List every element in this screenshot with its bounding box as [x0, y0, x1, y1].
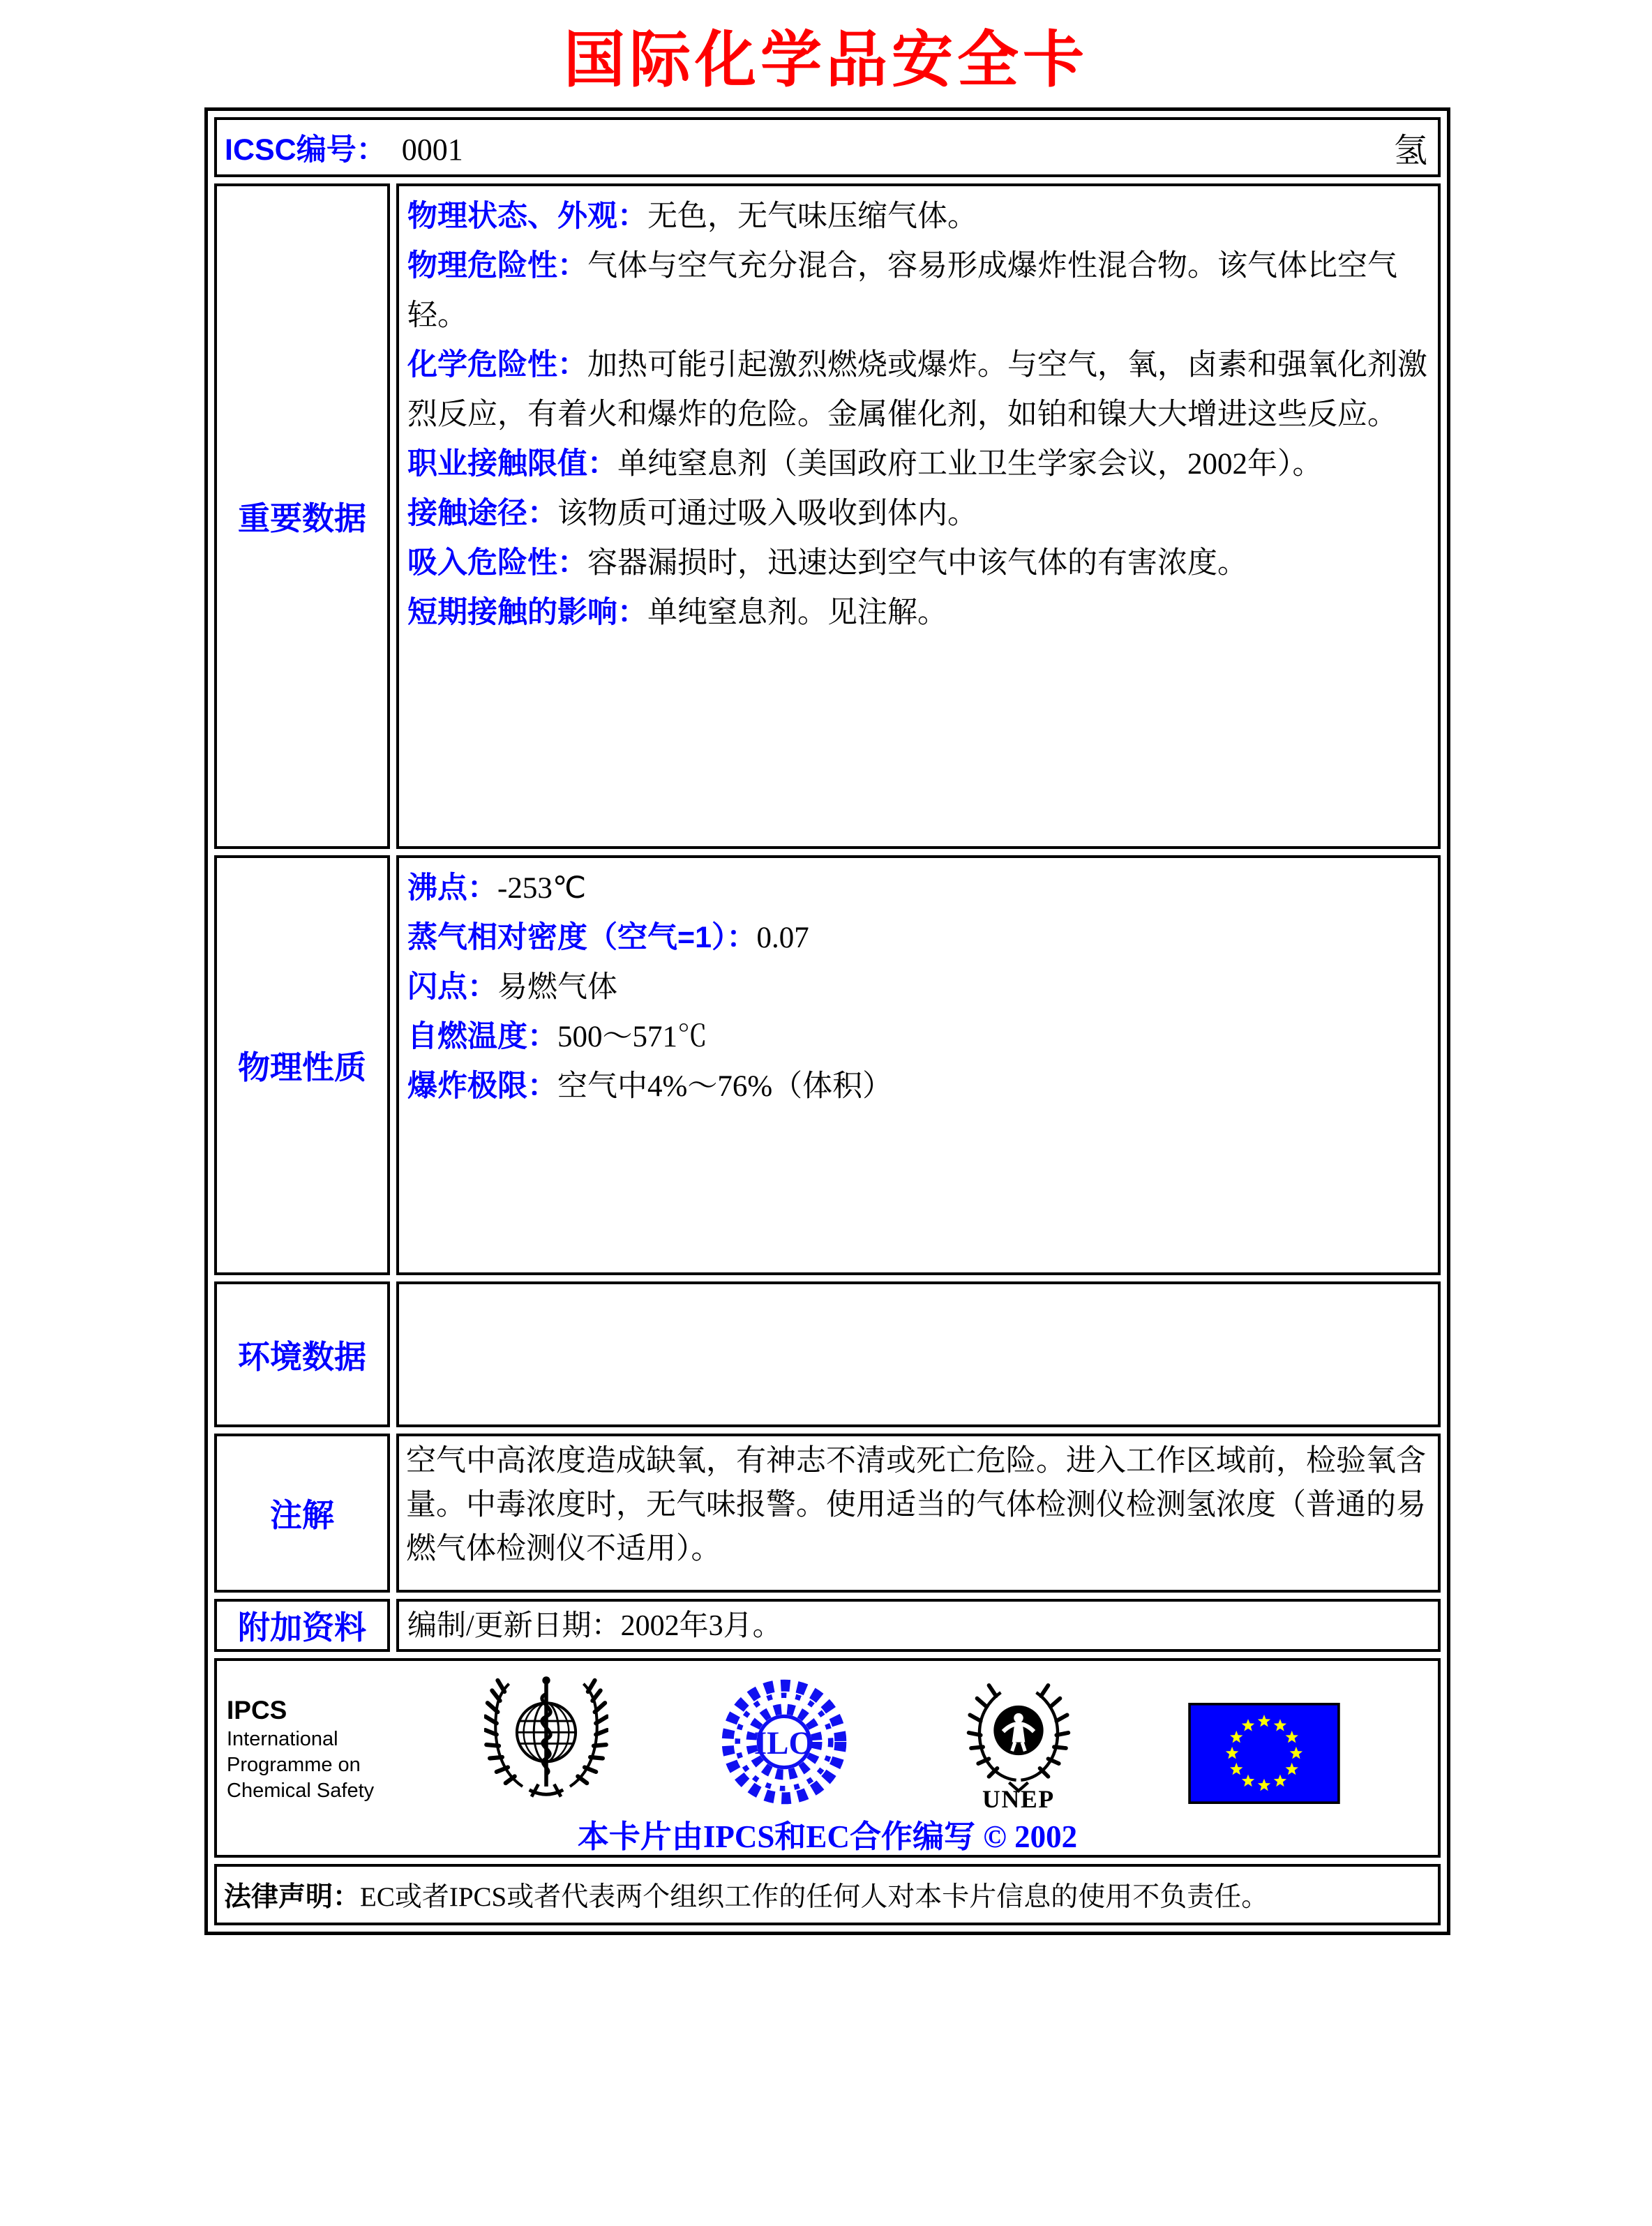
environmental-data-row — [214, 1281, 1441, 1427]
section-label-physical-properties: 物理性质 — [214, 855, 390, 1275]
data-item — [407, 1062, 1431, 1111]
legal-text: EC或者IPCS或者代表两个组织工作的任何人对本卡片信息的使用不负责任。 — [360, 1882, 1269, 1912]
icsc-number-label: ICSC编号： — [225, 133, 386, 167]
item-label: 短期接触的影响： — [407, 596, 647, 629]
section-label-notes: 注解 — [214, 1434, 390, 1593]
legal-label: 法律声明： — [224, 1882, 361, 1912]
data-item — [407, 241, 1431, 340]
caption-text: 本卡片由IPCS和EC合作编写 — [577, 1819, 975, 1854]
legal-row — [214, 1864, 1441, 1925]
data-item — [407, 864, 1431, 913]
item-text: 易燃气体 — [497, 971, 617, 1004]
physical-properties-content — [396, 855, 1441, 1275]
icsc-card-table — [204, 107, 1450, 1935]
item-text: 空气中4%～76%（体积） — [557, 1070, 893, 1103]
item-text: 该物质可通过吸入吸收到体内。 — [557, 497, 977, 530]
ilo-letters: ILO — [753, 1724, 814, 1761]
additional-info-content — [396, 1599, 1441, 1652]
notes-text: 空气中高浓度造成缺氧，有神志不清或死亡危险。进入工作区域前，检验氧含量。中毒浓度时，无气味报警。使用适当的气体检测仪检测氢浓度（普通的易燃气体检测仪不适用）。 — [406, 1445, 1426, 1565]
notes-content — [396, 1434, 1441, 1593]
data-item — [407, 963, 1431, 1012]
data-item — [407, 439, 1431, 489]
item-label: 爆炸极限： — [407, 1069, 557, 1103]
data-item — [407, 192, 1431, 241]
item-label: 接触途径： — [407, 497, 557, 530]
icsc-number-value: 0001 — [401, 132, 463, 167]
unep-label: UNEP — [982, 1784, 1056, 1811]
unep-icon — [959, 1674, 1078, 1811]
ipcs-line: International — [227, 1728, 338, 1750]
data-item — [407, 588, 1431, 638]
item-label: 吸入危险性： — [407, 546, 587, 580]
update-date-label: 编制/更新日期： — [407, 1609, 621, 1642]
section-label-environmental-data: 环境数据 — [214, 1281, 390, 1427]
data-item — [407, 539, 1431, 588]
eu-flag-icon — [1188, 1703, 1340, 1804]
item-text: 单纯窒息剂（美国政府工业卫生学家会议，2002年）。 — [617, 448, 1323, 481]
item-text: 500～571℃ — [557, 1021, 707, 1053]
who-icon — [484, 1675, 608, 1803]
logos-cell — [214, 1658, 1441, 1858]
data-item — [407, 340, 1431, 439]
important-data-row — [214, 183, 1441, 849]
item-label: 物理危险性： — [407, 249, 587, 283]
page-title: 国际化学品安全卡 — [563, 25, 1088, 94]
item-text: 加热可能引起激烈燃烧或爆炸。与空气，氧，卤素和强氧化剂激烈反应，有着火和爆炸的危险。金属催化剂，如铂和镍大大增进这些反应。 — [407, 349, 1427, 431]
additional-info-row — [214, 1599, 1441, 1652]
item-label: 沸点： — [407, 871, 497, 905]
item-label: 闪点： — [407, 970, 497, 1004]
item-label: 职业接触限值： — [407, 447, 617, 481]
ipcs-line: Programme on — [227, 1754, 361, 1776]
item-text: 0.07 — [756, 922, 809, 954]
footer-caption — [217, 1819, 1438, 1855]
ilo-icon — [719, 1676, 850, 1807]
item-label: 物理状态、外观： — [407, 200, 647, 233]
section-label-important-data: 重要数据 — [214, 183, 390, 849]
legal-cell — [214, 1864, 1441, 1925]
environmental-data-content — [396, 1281, 1441, 1427]
logos-row — [214, 1658, 1441, 1858]
item-text: 容器漏损时，迅速达到空气中该气体的有害浓度。 — [587, 547, 1247, 580]
caption-copyright: © 2002 — [983, 1819, 1078, 1854]
item-label: 自燃温度： — [407, 1020, 557, 1053]
notes-row — [214, 1434, 1441, 1593]
data-item — [407, 913, 1431, 963]
physical-properties-row — [214, 855, 1441, 1275]
data-item — [407, 1012, 1431, 1062]
ipcs-line: Chemical Safety — [227, 1780, 375, 1802]
ipcs-text-block — [227, 1694, 374, 1804]
item-text: 无色，无气味压缩气体。 — [647, 200, 977, 233]
section-label-additional-info: 附加资料 — [214, 1599, 390, 1652]
header-row — [214, 117, 1441, 177]
data-item — [407, 489, 1431, 539]
important-data-content — [396, 183, 1441, 849]
update-date-value: 2002年3月。 — [620, 1609, 782, 1642]
header-cell — [214, 117, 1441, 177]
item-text: 气体与空气充分混合，容易形成爆炸性混合物。该气体比空气轻。 — [407, 250, 1397, 332]
item-label: 蒸气相对密度（空气=1）： — [407, 921, 757, 954]
ipcs-acronym: IPCS — [227, 1696, 287, 1724]
item-label: 化学危险性： — [407, 348, 587, 382]
item-text: -253℃ — [497, 872, 587, 905]
item-text: 单纯窒息剂。见注解。 — [647, 596, 947, 629]
chemical-name: 氢 — [1393, 132, 1427, 170]
